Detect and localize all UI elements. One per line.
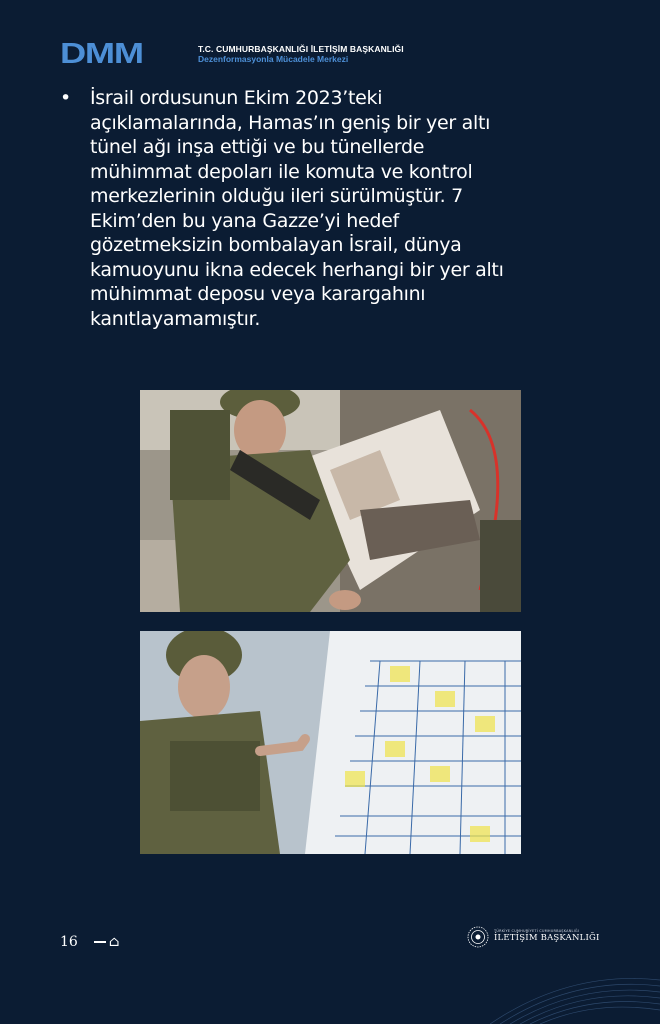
photo-soldier-shaft bbox=[140, 390, 521, 612]
brand-small-text: TÜRKİYE CUMHURİYETİ CUMHURBAŞKANLIĞI bbox=[494, 929, 580, 934]
page-number: 16 bbox=[60, 934, 78, 950]
bullet-point: • bbox=[60, 87, 72, 109]
page-header bbox=[60, 40, 404, 69]
home-icon[interactable]: ⌂ bbox=[108, 934, 120, 950]
photo-soldier-calendar bbox=[140, 631, 521, 854]
emblem-icon bbox=[467, 926, 489, 948]
dmm-logo: DMM bbox=[60, 38, 143, 70]
body-paragraph: İsrail ordusunun Ekim 2023’teki açıklamalarında, Hamas’ın geniş bir yer altı tünel ağı inşa ettiği ve bu tünellerde mühimmat depoları ile komuta ve kontrol merkezlerinin olduğu ileri sürülmüştür. 7 Ekim’den bu yana Gazze’yi hedef gözetmeksizin bombalayan İsrail, dünya kamuoyunu ikna edecek herhangi bir yer altı mühimmat deposu veya karargahını kanıtlayamamıştır. bbox=[90, 87, 504, 330]
brand-footer bbox=[467, 926, 600, 948]
bullet-paragraph bbox=[60, 86, 530, 331]
divider-dash bbox=[94, 941, 106, 943]
decorative-waves bbox=[490, 960, 660, 1024]
header-line-1: T.C. CUMHURBAŞKANLIĞI İLETİŞİM BAŞKANLIĞI bbox=[198, 43, 404, 54]
page-footer-left bbox=[60, 934, 120, 950]
brand-name: İLETİŞİM BAŞKANLIĞI bbox=[494, 933, 600, 944]
header-line-2: Dezenformasyonla Mücadele Merkezi bbox=[198, 53, 349, 64]
